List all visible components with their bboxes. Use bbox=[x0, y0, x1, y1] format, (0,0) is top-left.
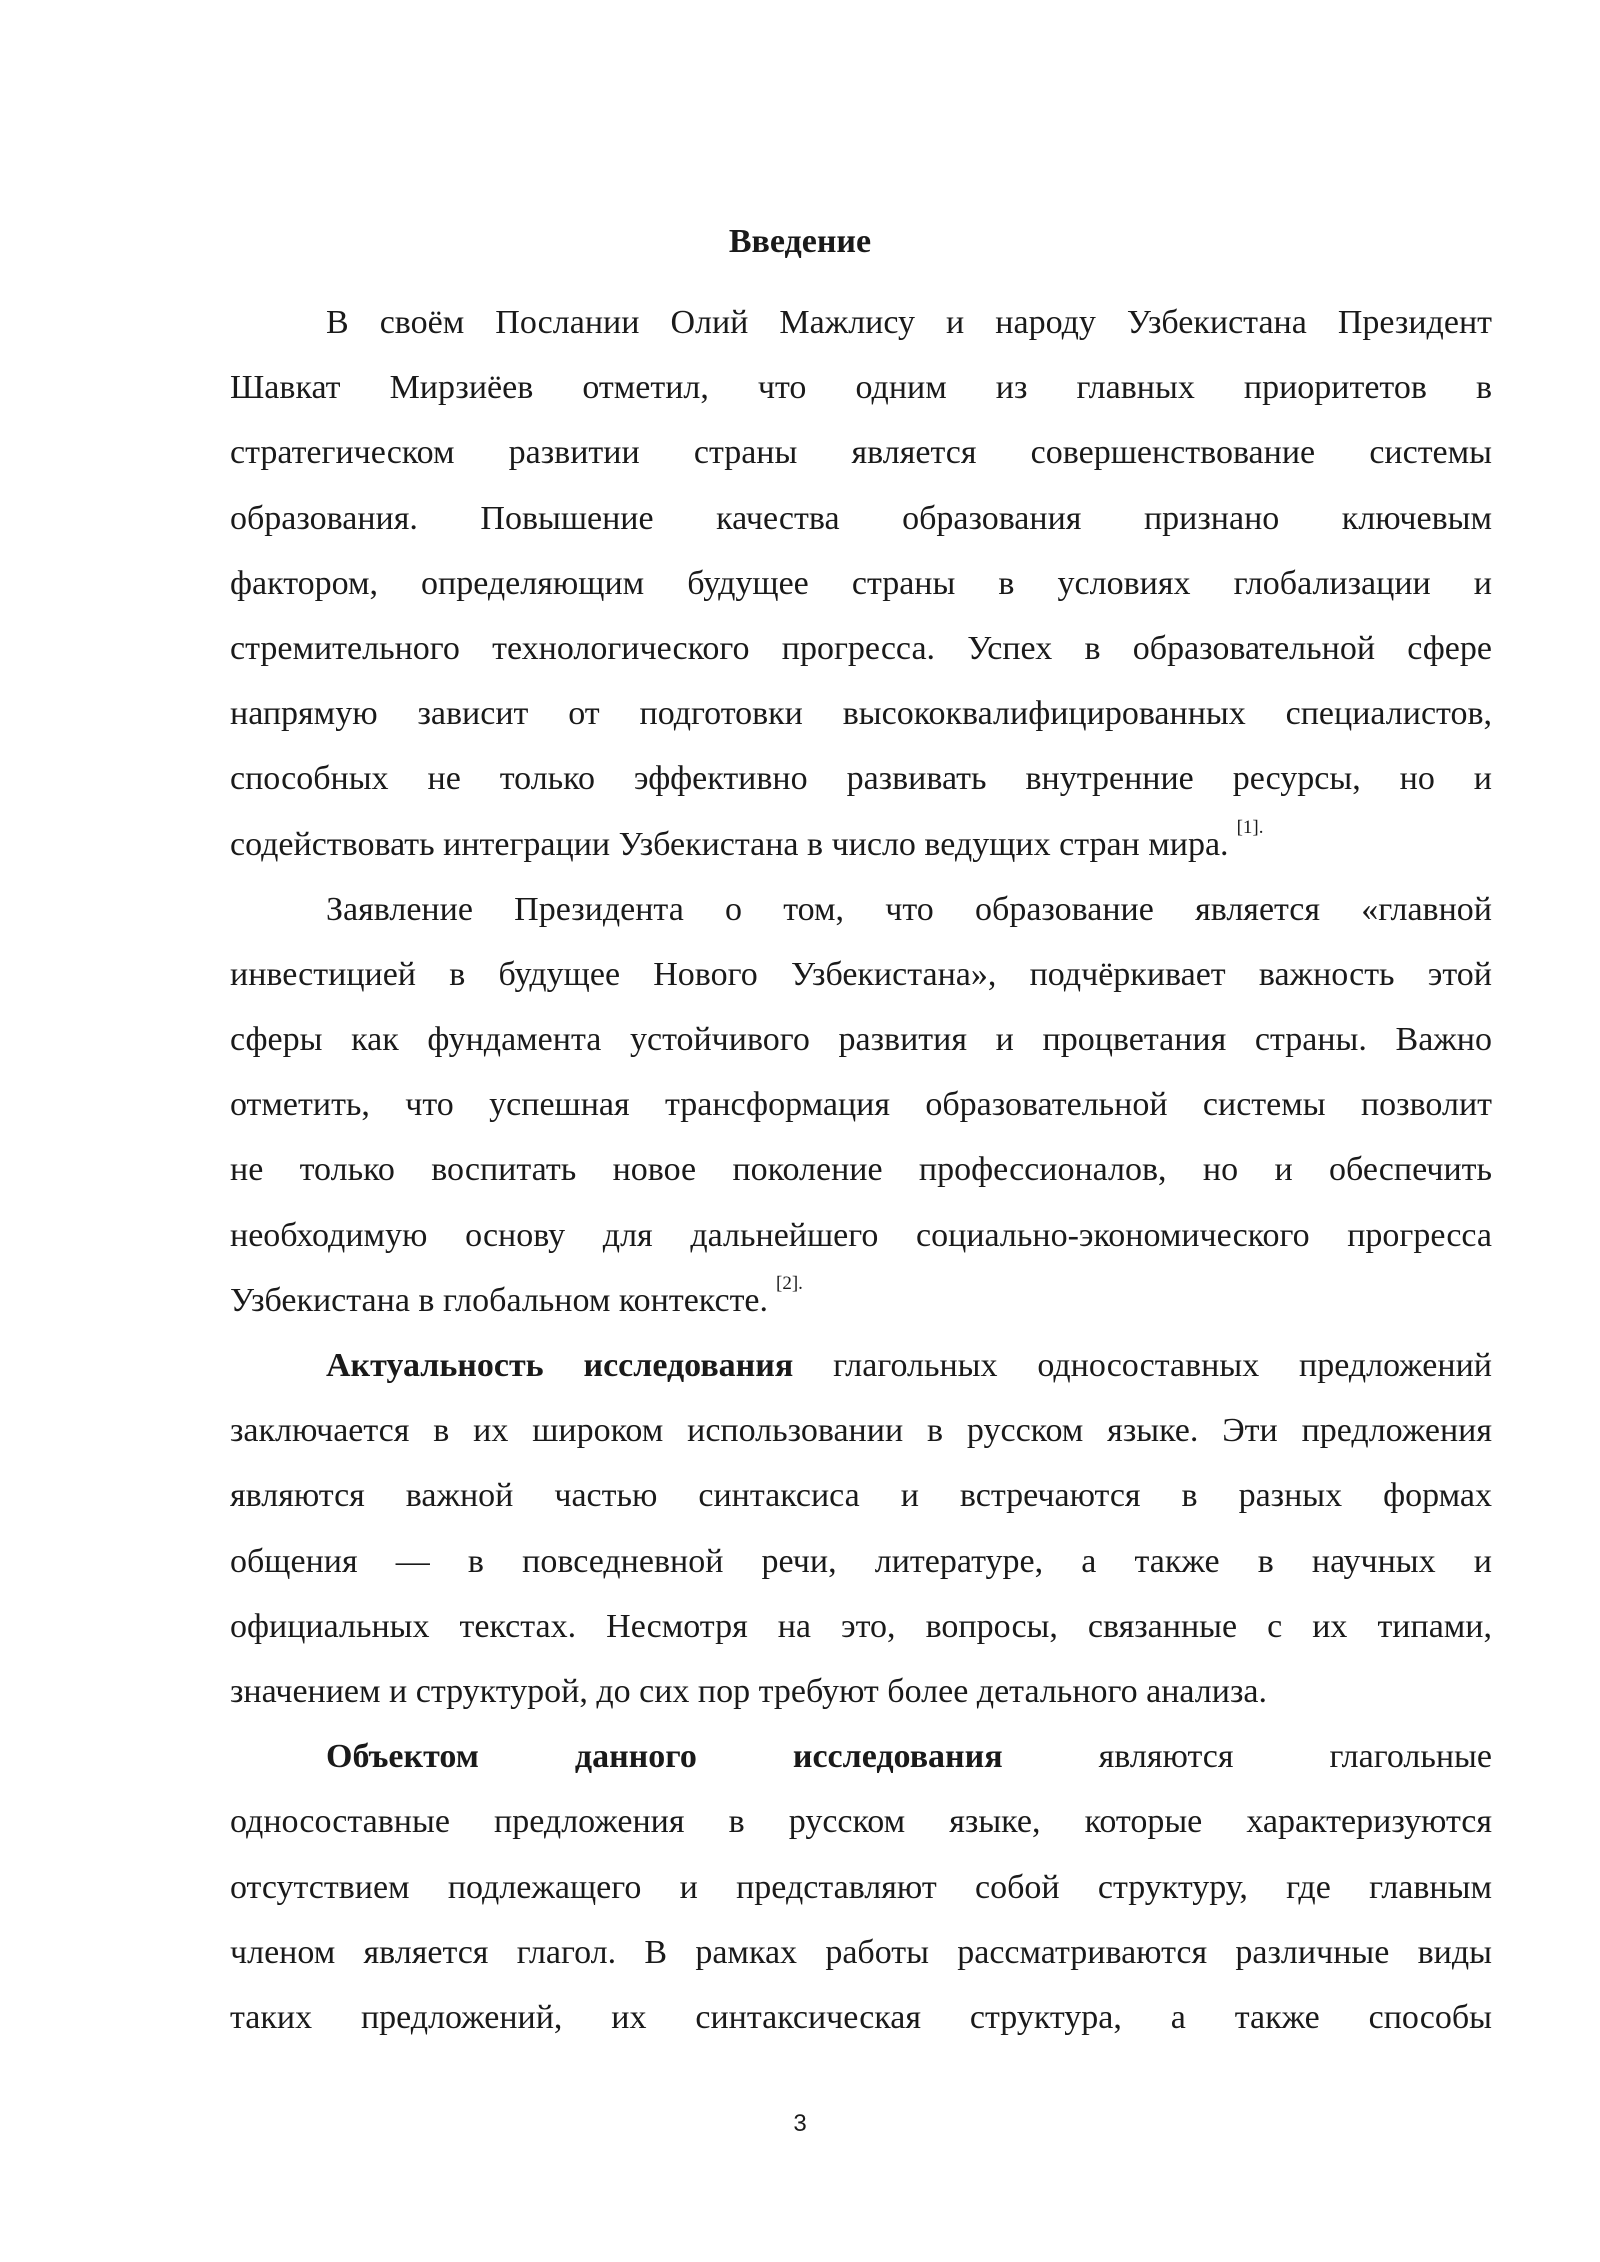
body-text bbox=[230, 290, 1492, 2050]
page-number: 3 bbox=[793, 2110, 807, 2137]
text-line: являются важной частью синтаксиса и встречаются в разных формах bbox=[230, 1477, 1492, 1515]
text-line bbox=[230, 1268, 1492, 1333]
text-line: не только воспитать новое поколение профессионалов, но и обеспечить bbox=[230, 1151, 1492, 1189]
text-line: Шавкат Мирзиёев отметил, что одним из главных приоритетов в bbox=[230, 369, 1492, 407]
section-heading: Введение bbox=[728, 223, 872, 260]
text-line: Заявление Президента о том, что образование является «главной bbox=[326, 890, 1492, 928]
text-line: заключается в их широком использовании в русском языке. Эти предложения bbox=[230, 1412, 1492, 1450]
text-line: односоставные предложения в русском языке, которые характеризуются bbox=[230, 1803, 1492, 1841]
text-line-content: глагольных односоставных предложений bbox=[793, 1347, 1492, 1384]
text-line: необходимую основу для дальнейшего социально-экономического прогресса bbox=[230, 1216, 1492, 1254]
text-line: значением и структурой, до сих пор требуют более детального анализа. bbox=[230, 1672, 1267, 1710]
text-line: стремительного технологического прогресса. Успех в образовательной сфере bbox=[230, 629, 1492, 667]
text-line-content: являются глагольные bbox=[1002, 1738, 1492, 1776]
paragraph-2 bbox=[230, 877, 1492, 1333]
text-line: образования. Повышение качества образования признано ключевым bbox=[230, 499, 1492, 537]
text-line: официальных текстах. Несмотря на это, вопросы, связанные с их типами, bbox=[230, 1607, 1492, 1645]
text-line: сферы как фундамента устойчивого развития и процветания страны. Важно bbox=[230, 1021, 1492, 1059]
text-line: способных не только эффективно развивать внутренние ресурсы, но и bbox=[230, 760, 1492, 798]
text-line: общения — в повседневной речи, литературе, а также в научных и bbox=[230, 1542, 1492, 1580]
footnote-reference: [2]. bbox=[776, 1272, 803, 1294]
text-line bbox=[230, 1333, 1492, 1398]
text-line-content: содействовать интеграции Узбекистана в число ведущих стран мира. bbox=[230, 825, 1229, 863]
bold-lead-term: Объектом данного исследования bbox=[326, 1738, 1003, 1776]
text-line bbox=[230, 812, 1492, 877]
footnote-reference: [1]. bbox=[1236, 816, 1264, 838]
text-line: отсутствием подлежащего и представляют собой структуру, где главным bbox=[230, 1868, 1492, 1906]
paragraph-1 bbox=[230, 290, 1492, 877]
text-line: В своём Послании Олий Мажлису и народу Узбекистана Президент bbox=[326, 304, 1492, 341]
text-line: фактором, определяющим будущее страны в условиях глобализации и bbox=[230, 564, 1492, 602]
text-line: отметить, что успешная трансформация образовательной системы позволит bbox=[230, 1086, 1492, 1124]
paragraph-4 bbox=[230, 1724, 1492, 2050]
text-line: напрямую зависит от подготовки высококвалифицированных специалистов, bbox=[230, 695, 1492, 733]
text-line bbox=[230, 1724, 1492, 1789]
text-line: инвестицией в будущее Нового Узбекистана», подчёркивает важность этой bbox=[230, 955, 1492, 993]
text-line: стратегическом развитии страны является совершенствование системы bbox=[230, 434, 1492, 472]
bold-lead-term: Актуальность исследования bbox=[326, 1347, 794, 1384]
text-line: таких предложений, их синтаксическая структура, а также способы bbox=[230, 1998, 1492, 2036]
paragraph-3 bbox=[230, 1333, 1492, 1724]
text-line: членом является глагол. В рамках работы рассматриваются различные виды bbox=[230, 1933, 1492, 1971]
text-line-content: Узбекистана в глобальном контексте. bbox=[230, 1281, 769, 1319]
